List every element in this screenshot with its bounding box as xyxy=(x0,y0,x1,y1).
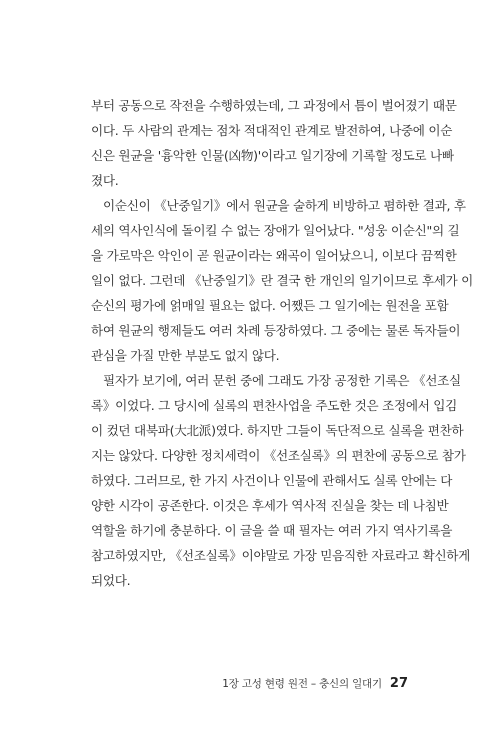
text-line: 신은 원균을 '흉악한 인물(凶物)'이라고 일기장에 기록할 정도로 나빠 xyxy=(91,148,454,163)
text-line: 참고하였지만, 《선조실록》이야말로 가장 믿음직한 자료라고 확신하게 xyxy=(91,548,471,563)
text-line: 하여 원균의 행제들도 여러 차례 등장하였다. 그 중에는 물론 독자들이 xyxy=(91,323,461,338)
paragraph-1 xyxy=(91,93,457,193)
text-line: 세의 역사인식에 돌이킬 수 없는 장애가 일어났다. "성웅 이순신"의 길 xyxy=(91,223,460,238)
paragraph-2 xyxy=(91,193,473,368)
text-line: 을 가로막은 악인이 곧 원균이라는 왜곡이 일어났으니, 이보다 끔찍한 xyxy=(91,248,457,263)
running-head: 1장 고성 현령 원전 – 충신의 일대기 xyxy=(222,678,382,690)
text-line: 록》이었다. 그 당시에 실록의 편찬사업을 주도한 것은 조정에서 입김 xyxy=(91,398,457,413)
text-line: 역할을 하기에 충분하다. 이 글을 쓸 때 필자는 여러 가지 역사기록을 xyxy=(91,523,453,538)
page-footer xyxy=(222,676,408,691)
text-line: 지는 않았다. 다양한 정치세력이 《선조실록》의 편찬에 공동으로 참가 xyxy=(91,448,466,463)
text-line: 이 컸던 대북파(大北派)였다. 하지만 그들이 독단적으로 실록을 편찬하 xyxy=(91,423,464,438)
body-text xyxy=(91,93,473,593)
text-line: 일이 없다. 그런데 《난중일기》란 결국 한 개인의 일기이므로 후세가 이 xyxy=(91,273,473,288)
page-number: 27 xyxy=(389,676,408,691)
text-line: 필자가 보기에, 여러 문헌 중에 그래도 가장 공정한 기록은 《선조실 xyxy=(103,373,461,388)
text-line: 이순신이 《난중일기》에서 원균을 술하게 비방하고 폄하한 결과, 후 xyxy=(103,198,466,213)
text-line: 순신의 평가에 얽매일 필요는 없다. 어쨌든 그 일기에는 원전을 포함 xyxy=(91,298,449,313)
paragraph-3 xyxy=(91,368,471,593)
text-line: 관심을 가질 만한 부분도 없지 않다. xyxy=(91,348,280,363)
text-line: 하였다. 그러므로, 한 가지 사건이나 인물에 관해서도 실록 안에는 다 xyxy=(91,473,453,488)
text-line: 이다. 두 사람의 관계는 점차 적대적인 관계로 발전하여, 나중에 이순 xyxy=(91,123,453,138)
text-line: 양한 시각이 공존한다. 이것은 후세가 역사적 진실을 찾는 데 나침반 xyxy=(91,498,449,513)
text-line: 되었다. xyxy=(91,573,131,588)
text-line: 부터 공동으로 작전을 수행하였는데, 그 과정에서 틈이 벌어졌기 때문 xyxy=(91,98,457,113)
text-line: 졌다. xyxy=(91,173,119,188)
